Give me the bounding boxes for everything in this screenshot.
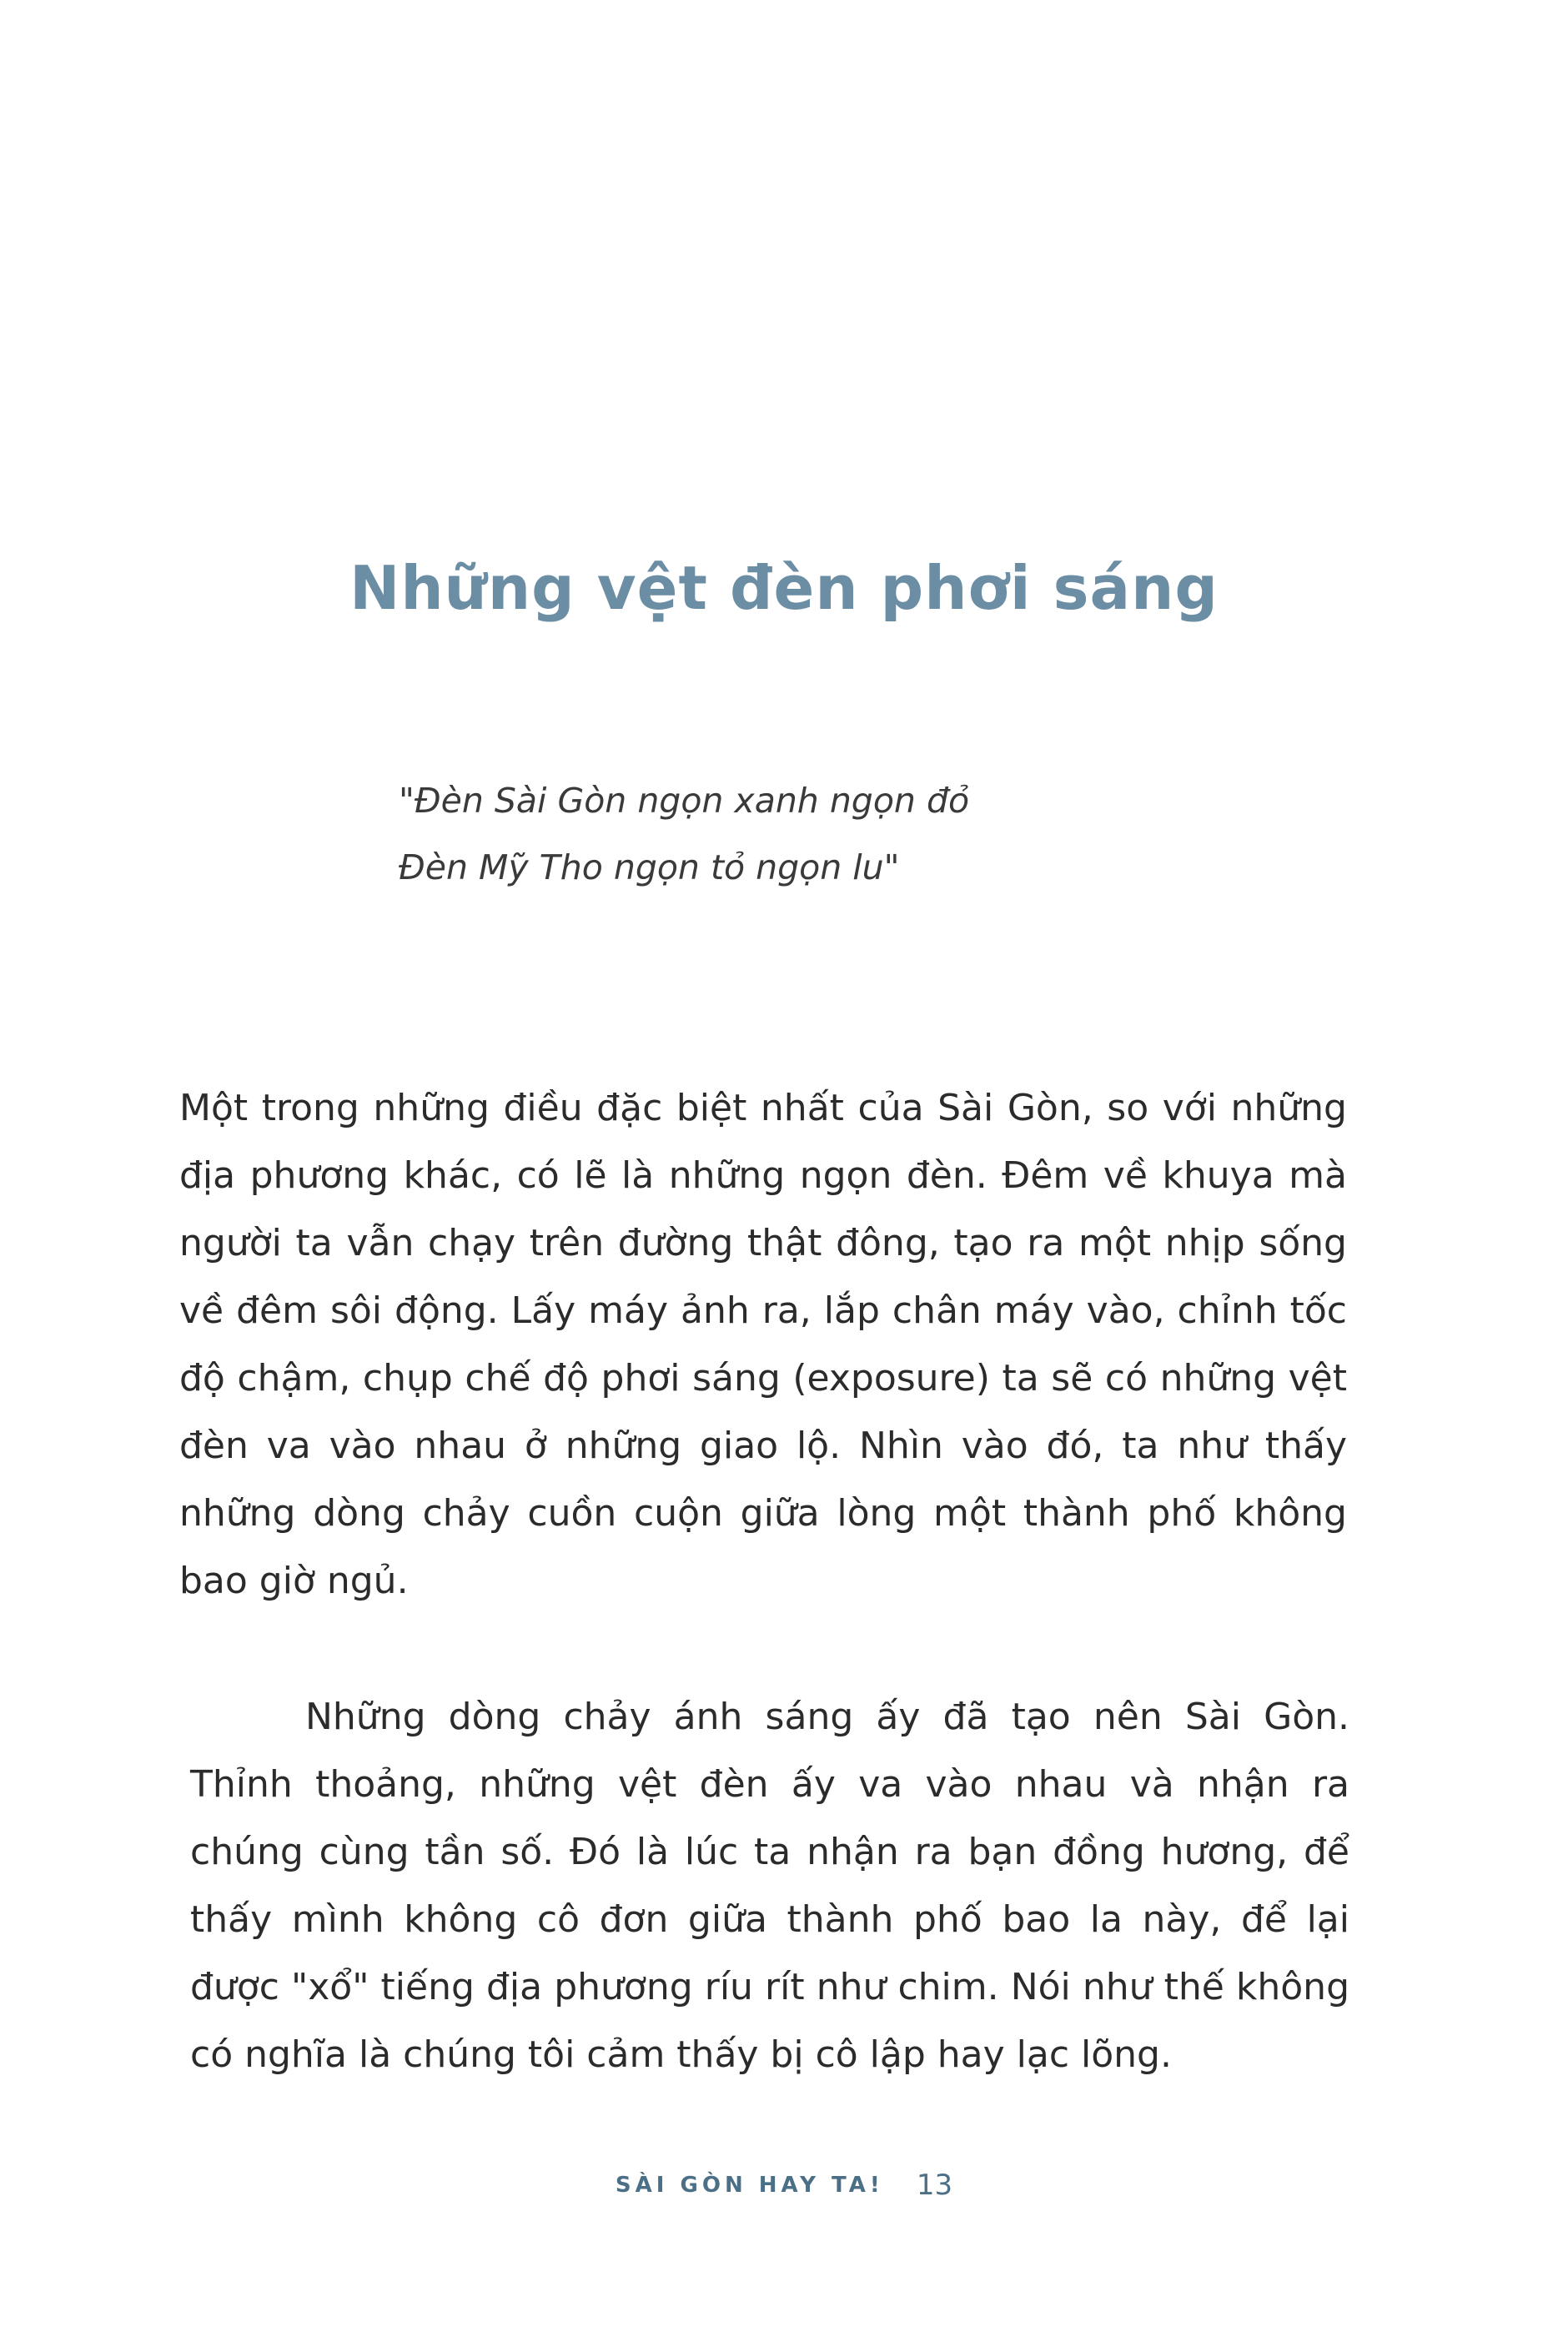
chapter-title: Những vệt đèn phơi sáng	[349, 553, 1219, 623]
body-paragraph-1: Một trong những điều đặc biệt nhất của Sài Gòn, so với những địa phương khác, có lẽ là những ngọn đèn. Đêm về khuya mà người ta vẫn chạy trên đường thật đông, tạo ra một nhịp sống về đêm sôi động. Lấy máy ảnh ra, lắp chân máy vào, chỉnh tốc độ chậm, chụp chế độ phơi sáng (exposure) ta sẽ có những vệt đèn va vào nhau ở những giao lộ. Nhìn vào đó, ta như thấy những dòng chảy cuồn cuộn giữa lòng một thành phố không bao giờ ngủ.	[179, 1087, 1347, 1602]
running-title: SÀI GÒN HAY TA!	[615, 2173, 884, 2198]
epigraph-line-2: Đèn Mỹ Tho ngọn tỏ ngọn lu"	[399, 847, 900, 887]
epigraph	[399, 767, 1316, 901]
body-paragraph-2: Những dòng chảy ánh sáng ấy đã tạo nên Sài Gòn. Thỉnh thoảng, những vệt đèn ấy va vào nhau và nhận ra chúng cùng tần số. Đó là lúc ta nhận ra bạn đồng hương, để thấy mình không cô đơn giữa thành phố bao la này, để lại được "xổ" tiếng địa phương ríu rít như chim. Nói như thế không có nghĩa là chúng tôi cảm thấy bị cô lập hay lạc lõng.	[190, 1696, 1349, 2076]
page-footer	[0, 2169, 1568, 2202]
epigraph-line-1: "Đèn Sài Gòn ngọn xanh ngọn đỏ	[399, 781, 970, 821]
page-number: 13	[916, 2169, 953, 2202]
